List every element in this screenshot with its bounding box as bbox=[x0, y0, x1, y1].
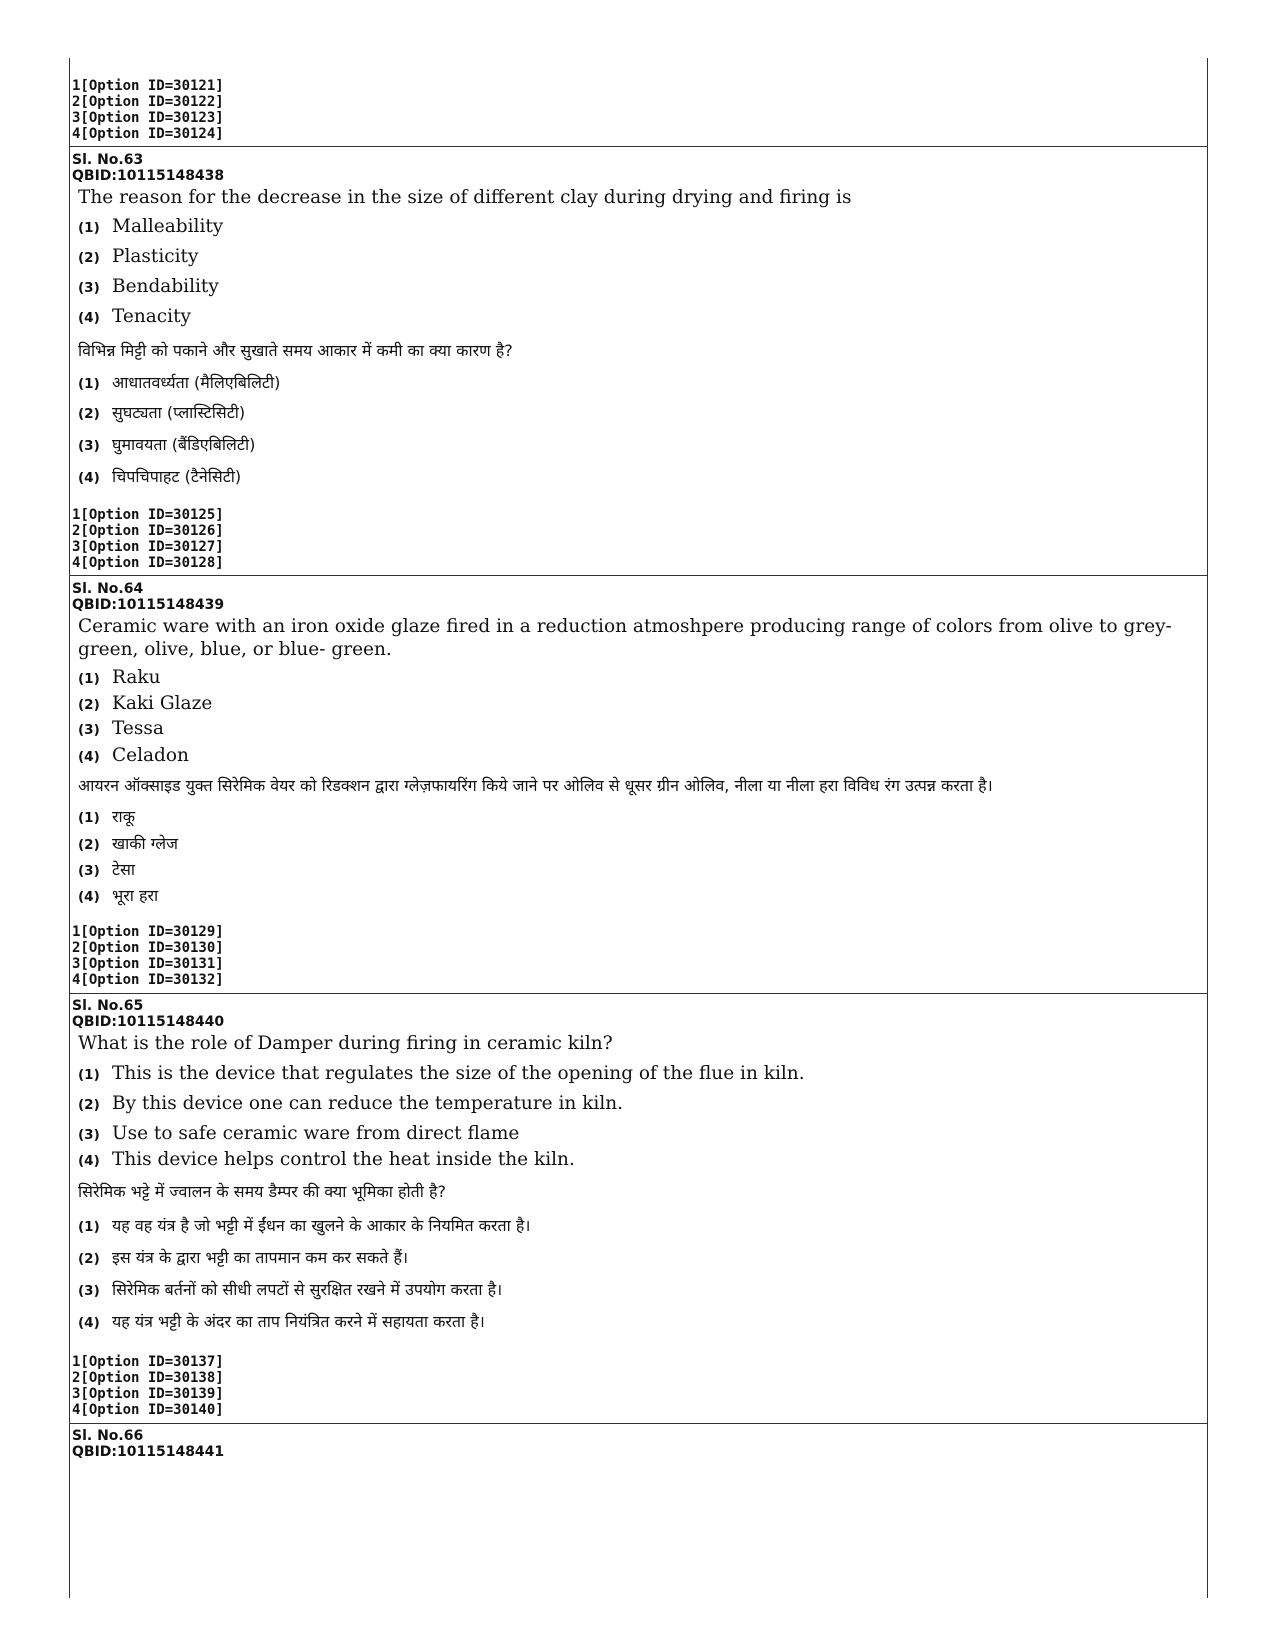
serial-number: Sl. No.65 bbox=[72, 998, 144, 1014]
option-id: 1[Option ID=30121] bbox=[72, 78, 224, 94]
question-text-en: The reason for the decrease in the size of different clay during drying and firing is bbox=[78, 187, 852, 208]
divider bbox=[70, 993, 1207, 994]
option-number: (3) bbox=[78, 280, 100, 296]
question-text-hi: आयरन ऑक्साइड युक्त सिरेमिक वेयर को रिडक्शन द्वारा ग्लेज़फायरिंग किये जाने पर ओलिव से धूसर ग्रीन ओलिव, नीला या नीला हरा विविध रंग उत्पन्न करता है। bbox=[78, 776, 993, 795]
option-hi bbox=[78, 1246, 1187, 1268]
option-hi bbox=[78, 1214, 1187, 1236]
option-en bbox=[78, 1063, 1187, 1084]
option-text: सुघट्यता (प्लास्टिसिटी) bbox=[112, 403, 246, 422]
serial-number: Sl. No.63 bbox=[72, 152, 144, 168]
option-id: 4[Option ID=30140] bbox=[72, 1402, 224, 1418]
option-id: 2[Option ID=30138] bbox=[72, 1370, 224, 1386]
option-text: सिरेमिक बर्तनों को सीधी लपटों से सुरक्षित रखने में उपयोग करता है। bbox=[112, 1280, 503, 1299]
option-id-list bbox=[72, 78, 224, 142]
option-number: (2) bbox=[78, 837, 100, 853]
option-number: (3) bbox=[78, 863, 100, 879]
option-number: (2) bbox=[78, 697, 100, 713]
option-text: Tessa bbox=[112, 718, 164, 739]
option-id: 4[Option ID=30124] bbox=[72, 126, 224, 142]
option-en bbox=[78, 745, 1187, 766]
option-en bbox=[78, 1149, 1187, 1170]
option-text: Bendability bbox=[112, 276, 219, 297]
option-en bbox=[78, 216, 1187, 237]
option-hi bbox=[78, 1310, 1187, 1332]
option-id: 3[Option ID=30123] bbox=[72, 110, 224, 126]
option-hi bbox=[78, 884, 1187, 906]
option-text: Tenacity bbox=[112, 306, 191, 327]
option-id: 2[Option ID=30126] bbox=[72, 523, 224, 539]
option-text: This device helps control the heat inside the kiln. bbox=[112, 1149, 575, 1170]
option-id: 3[Option ID=30131] bbox=[72, 956, 224, 972]
option-number: (4) bbox=[78, 1315, 100, 1331]
option-id: 3[Option ID=30139] bbox=[72, 1386, 224, 1402]
option-hi bbox=[78, 401, 1187, 423]
divider bbox=[70, 575, 1207, 576]
option-text: आधातवर्ध्यता (मैलिएबिलिटी) bbox=[112, 373, 281, 392]
qbid: QBID:10115148438 bbox=[72, 168, 225, 184]
option-id: 4[Option ID=30128] bbox=[72, 555, 224, 571]
serial-number: Sl. No.64 bbox=[72, 581, 144, 597]
option-number: (4) bbox=[78, 749, 100, 765]
question-text-hi: विभिन्न मिट्टी को पकाने और सुखाते समय आकार में कमी का क्या कारण है? bbox=[78, 341, 513, 360]
option-number: (3) bbox=[78, 722, 100, 738]
option-number: (2) bbox=[78, 250, 100, 266]
option-id-list bbox=[72, 507, 224, 571]
option-number: (1) bbox=[78, 1067, 100, 1083]
divider bbox=[70, 146, 1207, 147]
option-text: यह यंत्र भट्टी के अंदर का ताप नियंत्रित करने में सहायता करता है। bbox=[112, 1312, 485, 1331]
option-text: Celadon bbox=[112, 745, 189, 766]
option-en bbox=[78, 1123, 1187, 1144]
option-text: Kaki Glaze bbox=[112, 693, 213, 714]
option-text: यह वह यंत्र है जो भट्टी में ईंधन का खुलने के आकार के नियमित करता है। bbox=[112, 1216, 531, 1235]
option-en bbox=[78, 306, 1187, 327]
option-en bbox=[78, 246, 1187, 267]
option-id: 1[Option ID=30137] bbox=[72, 1354, 224, 1370]
option-number: (1) bbox=[78, 220, 100, 236]
option-text: Malleability bbox=[112, 216, 224, 237]
option-number: (3) bbox=[78, 438, 100, 454]
option-number: (2) bbox=[78, 1251, 100, 1267]
option-hi bbox=[78, 371, 1187, 393]
option-id-list bbox=[72, 924, 224, 988]
option-text: Use to safe ceramic ware from direct flame bbox=[112, 1123, 520, 1144]
option-en bbox=[78, 693, 1187, 714]
option-number: (2) bbox=[78, 1097, 100, 1113]
option-number: (4) bbox=[78, 470, 100, 486]
serial-number: Sl. No.66 bbox=[72, 1428, 144, 1444]
option-number: (1) bbox=[78, 376, 100, 392]
option-text: Plasticity bbox=[112, 246, 199, 267]
option-hi bbox=[78, 805, 1187, 827]
option-text: खाकी ग्लेज bbox=[112, 834, 178, 853]
option-id: 1[Option ID=30125] bbox=[72, 507, 224, 523]
option-hi bbox=[78, 433, 1187, 455]
divider bbox=[70, 1423, 1207, 1424]
option-number: (2) bbox=[78, 406, 100, 422]
qbid: QBID:10115148441 bbox=[72, 1444, 225, 1460]
option-number: (4) bbox=[78, 1153, 100, 1169]
option-en bbox=[78, 667, 1187, 688]
option-id-list bbox=[72, 1354, 224, 1418]
option-text: Raku bbox=[112, 667, 161, 688]
option-number: (1) bbox=[78, 1219, 100, 1235]
option-number: (1) bbox=[78, 671, 100, 687]
option-text: इस यंत्र के द्वारा भट्टी का तापमान कम कर सकते हैं। bbox=[112, 1248, 409, 1267]
question-text-hi: सिरेमिक भट्टे में ज्वालन के समय डैम्पर की क्या भूमिका होती है? bbox=[78, 1182, 446, 1201]
option-text: टेसा bbox=[112, 860, 136, 879]
qbid: QBID:10115148440 bbox=[72, 1014, 225, 1030]
option-hi bbox=[78, 858, 1187, 880]
option-id: 2[Option ID=30130] bbox=[72, 940, 224, 956]
option-text: घुमावयता (बैंडिएबिलिटी) bbox=[112, 435, 256, 454]
question-text-en: Ceramic ware with an iron oxide glaze fired in a reduction atmoshpere producing range of colors from olive to grey-green, olive, blue, or blue- green. bbox=[78, 616, 1172, 660]
option-number: (3) bbox=[78, 1283, 100, 1299]
question-paper-page bbox=[69, 58, 1208, 1598]
option-hi bbox=[78, 832, 1187, 854]
option-en bbox=[78, 1093, 1187, 1114]
option-number: (4) bbox=[78, 310, 100, 326]
option-en bbox=[78, 276, 1187, 297]
option-number: (4) bbox=[78, 889, 100, 905]
question-text-en: What is the role of Damper during firing in ceramic kiln? bbox=[78, 1033, 613, 1054]
option-id: 1[Option ID=30129] bbox=[72, 924, 224, 940]
option-hi bbox=[78, 1278, 1187, 1300]
option-id: 4[Option ID=30132] bbox=[72, 972, 224, 988]
option-text: भूरा हरा bbox=[112, 886, 159, 905]
option-id: 2[Option ID=30122] bbox=[72, 94, 224, 110]
option-en bbox=[78, 718, 1187, 739]
option-number: (1) bbox=[78, 810, 100, 826]
option-hi bbox=[78, 465, 1187, 487]
qbid: QBID:10115148439 bbox=[72, 597, 225, 613]
option-id: 3[Option ID=30127] bbox=[72, 539, 224, 555]
option-number: (3) bbox=[78, 1127, 100, 1143]
option-text: चिपचिपाहट (टैनेसिटी) bbox=[112, 467, 242, 486]
option-text: By this device one can reduce the temperature in kiln. bbox=[112, 1093, 624, 1114]
option-text: This is the device that regulates the size of the opening of the flue in kiln. bbox=[112, 1063, 805, 1084]
option-text: राकू bbox=[112, 807, 135, 826]
